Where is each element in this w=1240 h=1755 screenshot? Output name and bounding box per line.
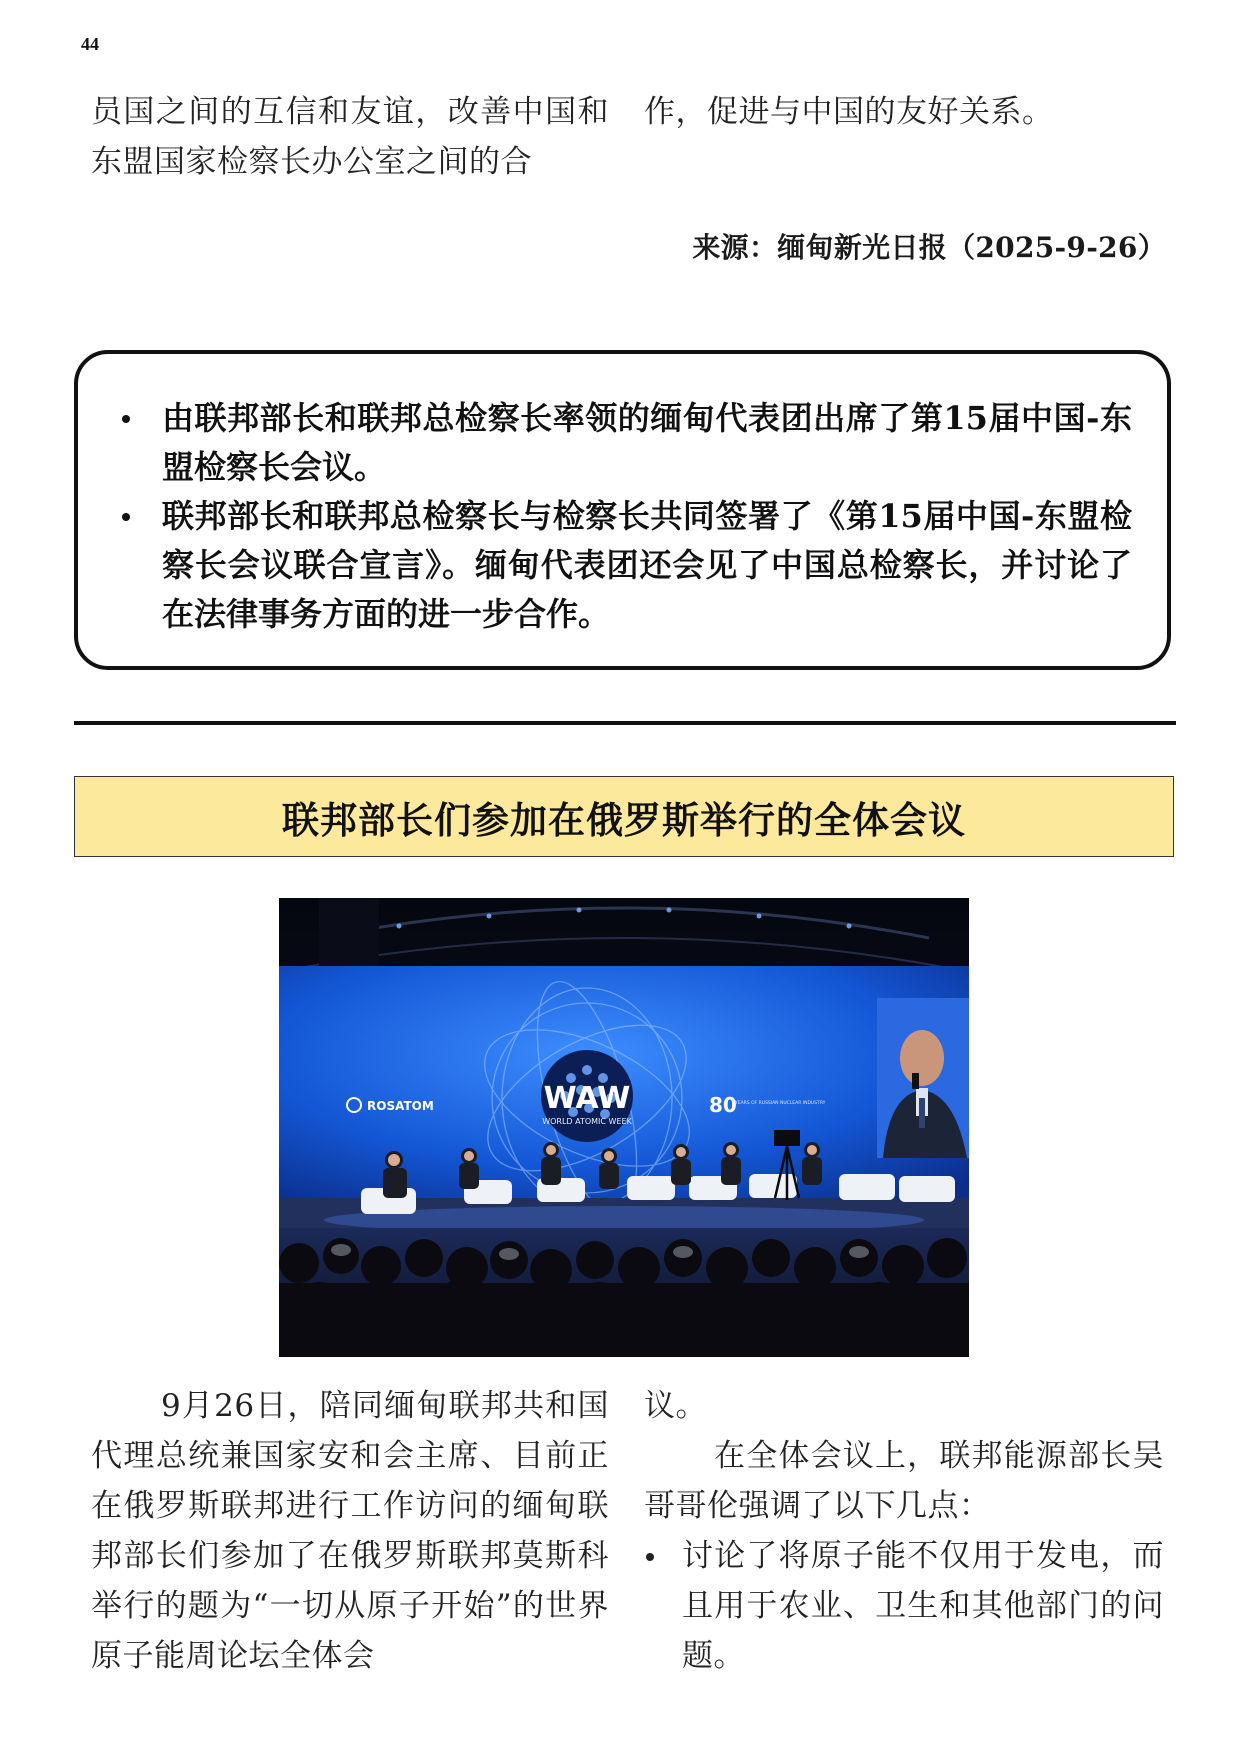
summary-box: [74, 350, 1171, 670]
summary-item-text: 由联邦部长和联邦总检察长率领的缅甸代表团出席了第15届中国-东盟检察长会议。: [162, 399, 1132, 486]
article-headline: 联邦部长们参加在俄罗斯举行的全体会议: [282, 798, 966, 842]
continuation-left-paragraph: 员国之间的互信和友谊，改善中国和东盟国家检察长办公室之间的合: [91, 94, 609, 180]
article-right-column: [644, 1381, 1164, 1681]
anniversary-logo-number: 80: [709, 1093, 737, 1117]
article-right-paragraph-2: 在全体会议上，联邦能源部长吴哥哥伦强调了以下几点：: [644, 1438, 1164, 1524]
article-bullet-item: [644, 1531, 1164, 1681]
bullet-icon: [122, 513, 130, 521]
rosatom-logo: ROSATOM: [367, 1099, 434, 1113]
bullet-icon: [646, 1553, 654, 1561]
article-bullet-list: [644, 1531, 1164, 1681]
summary-item: [122, 394, 1132, 492]
article-source: 来源：缅甸新光日报（2025-9-26）: [692, 231, 1166, 264]
article-bullet-text: 讨论了将原子能不仅用于发电，而且用于农业、卫生和其他部门的问题。: [682, 1538, 1164, 1674]
bullet-icon: [122, 415, 130, 423]
waw-logo-subtitle: WORLD ATOMIC WEEK: [542, 1117, 632, 1126]
article-left-paragraph: 9月26日，陪同缅甸联邦共和国代理总统兼国家安和会主席、目前正在俄罗斯联邦进行工作访问的缅甸联邦部长们参加了在俄罗斯联邦莫斯科举行的题为“一切从原子开始”的世界原子能周论坛全体会: [91, 1388, 609, 1674]
continuation-right-paragraph: 作，促进与中国的友好关系。: [644, 94, 1054, 130]
article-photo: [279, 898, 969, 1357]
summary-item: [122, 492, 1132, 639]
page-number: 44: [81, 34, 99, 54]
headline-banner: [74, 776, 1174, 857]
summary-item-text: 联邦部长和联邦总检察长与检察长共同签署了《第15届中国-东盟检察长会议联合宣言》。缅甸代表团还会见了中国总检察长，并讨论了在法律事务方面的进一步合作。: [162, 497, 1132, 633]
waw-logo: WAW: [543, 1081, 631, 1116]
article-right-paragraph-1: 议。: [644, 1388, 707, 1424]
anniversary-logo-text: YEARS OF RUSSIAN NUCLEAR INDUSTRY: [735, 1101, 826, 1106]
section-divider: [74, 721, 1176, 725]
summary-list: [122, 394, 1132, 639]
